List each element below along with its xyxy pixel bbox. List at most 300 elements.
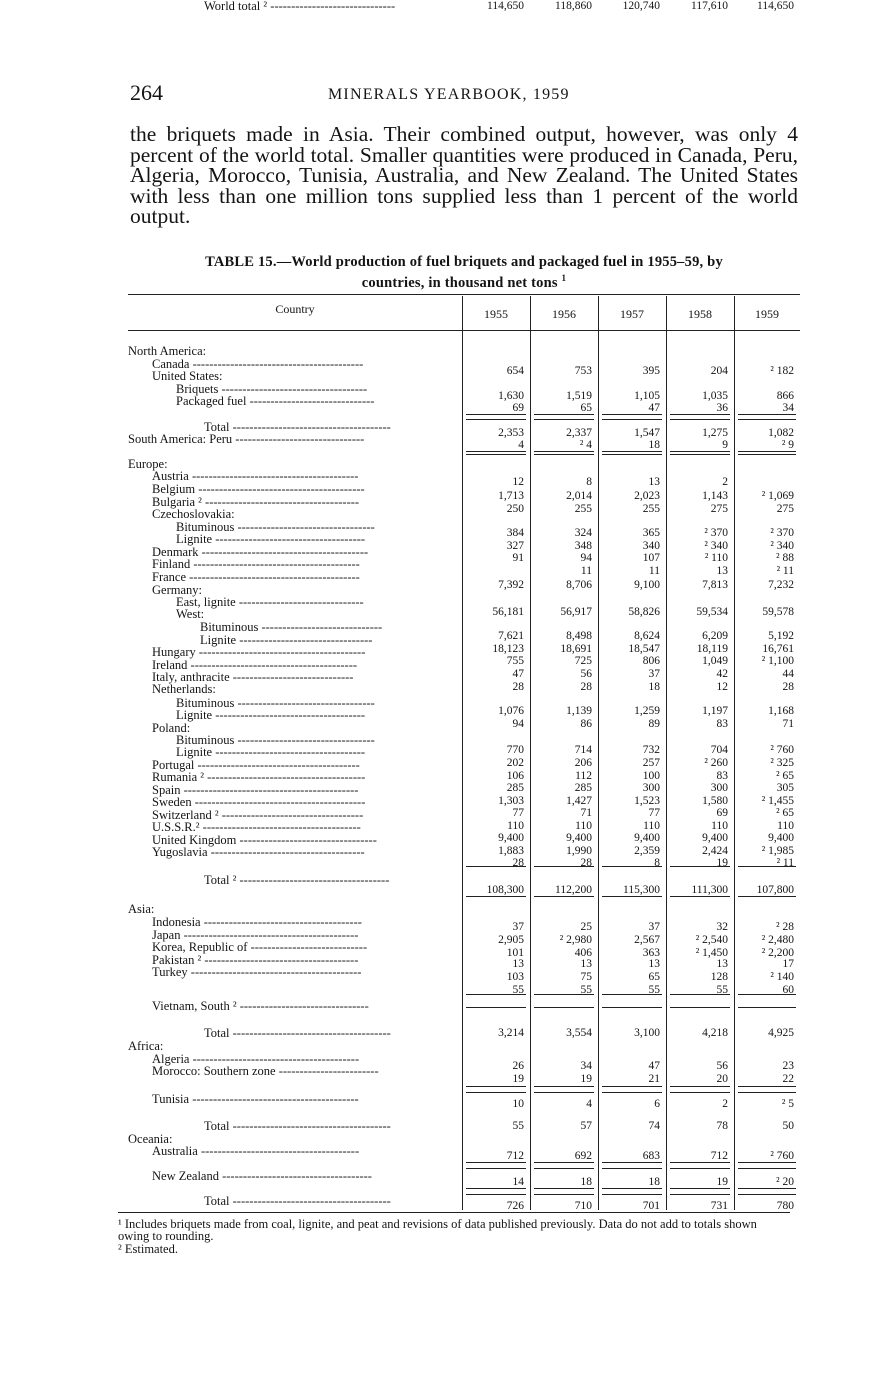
table-cell-value: 2 bbox=[722, 1098, 728, 1110]
table-cell-value: 59,534 bbox=[696, 606, 728, 618]
intro-paragraph: the briquets made in Asia. Their combined output, however, was only 4 percent of the world total. Smaller quantities were produced in Canada, Peru, Algeria, Morocco, Tunisia, Australia, and New Zealand. The United States with less than one million tons supplied less than 1 percent of the world output. bbox=[130, 122, 798, 228]
total-rule bbox=[670, 1162, 730, 1163]
dot-leader: --------------------------------- bbox=[234, 520, 375, 534]
row-label-text: France bbox=[152, 570, 187, 584]
table-cell-value: 107,800 bbox=[756, 884, 794, 896]
table-cell-value: ² 11 bbox=[776, 857, 794, 869]
total-rule bbox=[738, 1188, 796, 1189]
total-rule bbox=[466, 1188, 526, 1189]
page-number: 264 bbox=[130, 80, 163, 105]
total-rule bbox=[534, 419, 594, 420]
total-rule bbox=[738, 414, 796, 415]
row-label bbox=[176, 709, 365, 721]
row-label bbox=[128, 1040, 163, 1052]
table-cell-value: ² 65 bbox=[776, 807, 794, 819]
table-cell-value: 1,168 bbox=[768, 705, 794, 717]
table-cell-value: 83 bbox=[716, 770, 728, 782]
row-label-text: Portugal bbox=[152, 758, 195, 772]
table-cell-value: 683 bbox=[642, 1150, 660, 1162]
table-cell-value: 5,192 bbox=[768, 630, 794, 642]
table-cell-value: 3,554 bbox=[566, 1027, 592, 1039]
table-cell-value: 255 bbox=[574, 503, 592, 515]
total-rule bbox=[670, 1086, 730, 1087]
dot-leader: ------------------------------ bbox=[267, 0, 396, 13]
total-rule bbox=[602, 1092, 662, 1093]
table-cell-value: 34 bbox=[580, 1060, 592, 1072]
table-cell-value: 13 bbox=[512, 958, 524, 970]
table-cell-value: 250 bbox=[506, 503, 524, 515]
total-rule bbox=[738, 1086, 796, 1087]
row-label bbox=[152, 966, 361, 978]
dot-leader: --------------------------------- bbox=[236, 833, 377, 847]
table-cell-value: 18,123 bbox=[492, 643, 524, 655]
table-cell-value: ² 2,480 bbox=[761, 934, 794, 946]
table-cell-value: 18,547 bbox=[628, 643, 660, 655]
table-cell-value: 710 bbox=[574, 1200, 592, 1212]
table-cell-value: 69 bbox=[512, 402, 524, 414]
row-label bbox=[152, 771, 365, 783]
table-cell-value: 1,259 bbox=[634, 705, 660, 717]
total-rule bbox=[466, 1194, 526, 1195]
row-label-text: Lignite bbox=[176, 745, 213, 759]
table-cell-value: 348 bbox=[574, 540, 592, 552]
table-cell-value: 83 bbox=[716, 718, 728, 730]
dot-leader: -------------------------------------- bbox=[200, 915, 362, 929]
dot-leader: ------------------------------------------ bbox=[180, 928, 359, 942]
caption-line-1: TABLE 15.—World production of fuel briquets and packaged fuel in 1955–59, by bbox=[205, 254, 723, 270]
column-header-year: 1959 bbox=[755, 307, 779, 321]
total-rule bbox=[670, 896, 730, 897]
table-cell-value: ² 110 bbox=[704, 552, 728, 564]
table-cell-value: 755 bbox=[506, 655, 524, 667]
table-cell-value: 89 bbox=[648, 718, 660, 730]
table-cell-value: 1,630 bbox=[498, 390, 524, 402]
table-cell-value: ² 11 bbox=[776, 565, 794, 577]
row-label-text: Japan bbox=[152, 928, 181, 942]
table-cell-value: 1,883 bbox=[498, 845, 524, 857]
total-rule bbox=[602, 414, 662, 415]
table-cell-value: 7,232 bbox=[768, 579, 794, 591]
table-cell-value: 103 bbox=[506, 971, 524, 983]
table-cell-value: 114,650 bbox=[757, 0, 794, 12]
table-cell-value: ² 28 bbox=[776, 921, 794, 933]
table-cell-value: 128 bbox=[710, 971, 728, 983]
table-cell-value: 6 bbox=[654, 1098, 660, 1110]
table-cell-value: 11 bbox=[648, 565, 660, 577]
table-cell-value: 18 bbox=[648, 1176, 660, 1188]
row-label-text: Oceania: bbox=[128, 1132, 173, 1146]
total-rule bbox=[534, 1092, 594, 1093]
row-label-text: Europe: bbox=[128, 457, 168, 471]
total-rule bbox=[602, 1162, 662, 1163]
footnote-2: ² Estimated. bbox=[118, 1242, 178, 1256]
table-cell-value: 32 bbox=[716, 921, 728, 933]
table-cell-value: 55 bbox=[580, 984, 592, 996]
total-rule bbox=[466, 1007, 526, 1008]
table-cell-value: 2 bbox=[722, 476, 728, 488]
dot-leader: --------------------------------- bbox=[234, 733, 375, 747]
table-cell-value: 18 bbox=[648, 681, 660, 693]
table-cell-value: 257 bbox=[642, 757, 660, 769]
total-rule bbox=[534, 1188, 594, 1189]
table-cell-value: 2,353 bbox=[498, 427, 524, 439]
table-cell-value: 110 bbox=[643, 820, 660, 832]
table-cell-value: 12 bbox=[716, 681, 728, 693]
table-cell-value: 1,143 bbox=[702, 490, 728, 502]
table-cell-value: 770 bbox=[506, 744, 524, 756]
table-caption bbox=[130, 254, 798, 291]
table-cell-value: 712 bbox=[710, 1150, 728, 1162]
table-cell-value: 8,706 bbox=[566, 579, 592, 591]
table-cell-value: 106 bbox=[506, 770, 524, 782]
total-rule bbox=[602, 1194, 662, 1195]
table-cell-value: ² 2,980 bbox=[559, 934, 592, 946]
table-cell-value: 1,035 bbox=[702, 390, 728, 402]
table-cell-value: 23 bbox=[782, 1060, 794, 1072]
row-label-text: Belgium bbox=[152, 482, 196, 496]
row-label bbox=[152, 558, 360, 570]
column-header-country: Country bbox=[275, 302, 315, 316]
table-cell-value: 77 bbox=[512, 807, 524, 819]
row-label-text: Vietnam, South ² bbox=[152, 999, 237, 1013]
table-cell-value: 7,813 bbox=[702, 579, 728, 591]
total-rule bbox=[534, 1007, 594, 1008]
table-cell-value: 300 bbox=[642, 782, 660, 794]
total-rule bbox=[466, 1086, 526, 1087]
row-label-text: Indonesia bbox=[152, 915, 201, 929]
table-cell-value: 60 bbox=[782, 984, 794, 996]
running-title: MINERALS YEARBOOK, 1959 bbox=[328, 86, 570, 103]
dot-leader: -------------------------------------- bbox=[229, 420, 391, 434]
row-label-text: Czechoslovakia: bbox=[152, 507, 235, 521]
row-label bbox=[152, 571, 360, 583]
table-cell-value: 13 bbox=[580, 958, 592, 970]
total-rule bbox=[602, 454, 662, 455]
row-label bbox=[204, 1195, 391, 1207]
dot-leader: ----------------------------- bbox=[229, 670, 354, 684]
table-cell-value: 7,392 bbox=[498, 579, 524, 591]
table-cell-value: 726 bbox=[506, 1200, 524, 1212]
table-cell-value: 13 bbox=[648, 958, 660, 970]
dot-leader: ------------------------------- bbox=[232, 432, 365, 446]
footnote-1: ¹ Includes briquets made from coal, lignite, and peat and revisions of data published previously. Data do not add to totals shown owing to rounding. bbox=[118, 1217, 757, 1243]
row-label bbox=[152, 846, 365, 858]
table-cell-value: 55 bbox=[512, 984, 524, 996]
table-cell-value: 28 bbox=[782, 681, 794, 693]
row-label-text: Lignite bbox=[176, 532, 213, 546]
table-cell-value: 107 bbox=[642, 552, 660, 564]
table-cell-value: 56 bbox=[580, 668, 592, 680]
dot-leader: ------------------------------------- bbox=[201, 953, 359, 967]
table-cell-value: 2,014 bbox=[566, 490, 592, 502]
table-cell-value: 866 bbox=[776, 390, 794, 402]
caption-line-2: countries, in thousand net tons bbox=[361, 274, 558, 291]
table-cell-value: 255 bbox=[642, 503, 660, 515]
table-cell-value: 13 bbox=[716, 958, 728, 970]
table-cell-value: 42 bbox=[716, 668, 728, 680]
row-label bbox=[152, 508, 235, 520]
dot-leader: -------------------------------------- bbox=[229, 1026, 391, 1040]
table-cell-value: 1,076 bbox=[498, 705, 524, 717]
table-cell-value: 327 bbox=[506, 540, 524, 552]
dot-leader: ----------------------------------------- bbox=[186, 570, 360, 584]
row-label-text: Pakistan ² bbox=[152, 953, 202, 967]
row-label-text: Netherlands: bbox=[152, 682, 216, 696]
table-cell-value: 1,049 bbox=[702, 655, 728, 667]
total-rule bbox=[602, 1188, 662, 1189]
row-label bbox=[176, 746, 365, 758]
total-rule bbox=[738, 454, 796, 455]
row-label-text: Italy, anthracite bbox=[152, 670, 230, 684]
row-label-text: South America: Peru bbox=[128, 432, 233, 446]
table-cell-value: 9,400 bbox=[566, 832, 592, 844]
total-rule bbox=[466, 451, 526, 452]
table-cell-value: ² 182 bbox=[770, 365, 794, 377]
table-cell-value: 1,139 bbox=[566, 705, 592, 717]
dot-leader: ------------------------------------ bbox=[212, 532, 366, 546]
table-cell-value: 55 bbox=[648, 984, 660, 996]
row-label bbox=[152, 1093, 359, 1105]
table-cell-value: ² 340 bbox=[770, 540, 794, 552]
row-label-text: Poland: bbox=[152, 721, 191, 735]
dot-leader: --------------------------------------- bbox=[194, 758, 360, 772]
table-cell-value: 701 bbox=[642, 1200, 660, 1212]
row-label bbox=[152, 821, 361, 833]
table-cell-value: 1,547 bbox=[634, 427, 660, 439]
table-cell-value: 55 bbox=[716, 984, 728, 996]
total-rule bbox=[534, 451, 594, 452]
dot-leader: ----------------------------- bbox=[258, 620, 383, 634]
dot-leader: --------------------------------- bbox=[234, 696, 375, 710]
column-header-year: 1957 bbox=[620, 307, 644, 321]
row-label-text: Packaged fuel bbox=[176, 394, 247, 408]
dot-leader: ---------------------------- bbox=[247, 940, 368, 954]
total-rule bbox=[466, 1092, 526, 1093]
row-label bbox=[152, 646, 365, 658]
row-label-text: North America: bbox=[128, 344, 207, 358]
row-label-text: New Zealand bbox=[152, 1169, 219, 1183]
table-cell-value: 2,337 bbox=[566, 427, 592, 439]
dot-leader: ----------------------------------------- bbox=[189, 357, 364, 371]
table-cell-value: 806 bbox=[642, 655, 660, 667]
table-cell-value: 57 bbox=[580, 1120, 592, 1132]
row-label bbox=[204, 874, 389, 886]
table-cell-value: 94 bbox=[580, 552, 592, 564]
row-label-text: Bituminous bbox=[176, 733, 235, 747]
row-label-text: Algeria bbox=[152, 1052, 190, 1066]
row-label bbox=[152, 941, 367, 953]
table-cell-value: 110 bbox=[711, 820, 728, 832]
table-cell-value: 8 bbox=[586, 476, 592, 488]
table-cell-value: 19 bbox=[716, 857, 728, 869]
table-cell-value: 19 bbox=[580, 1073, 592, 1085]
table-cell-value: 1,082 bbox=[768, 427, 794, 439]
row-label bbox=[152, 1170, 372, 1182]
row-label bbox=[200, 621, 382, 633]
row-label-text: Turkey bbox=[152, 965, 188, 979]
dot-leader: -------------------------------------- bbox=[229, 1194, 391, 1208]
table-cell-value: 13 bbox=[716, 565, 728, 577]
total-rule bbox=[466, 1162, 526, 1163]
total-rule bbox=[466, 1168, 526, 1169]
table-cell-value: 780 bbox=[776, 1200, 794, 1212]
column-divider bbox=[598, 296, 599, 1210]
row-label-text: Switzerland ² bbox=[152, 808, 219, 822]
row-label-text: Total bbox=[204, 1194, 230, 1208]
table-cell-value: 69 bbox=[716, 807, 728, 819]
row-label bbox=[152, 370, 222, 382]
table-cell-value: 1,427 bbox=[566, 795, 592, 807]
table-cell-value: 28 bbox=[580, 857, 592, 869]
row-label-text: Bituminous bbox=[200, 620, 259, 634]
total-rule bbox=[534, 1162, 594, 1163]
dot-leader: ---------------------------------------- bbox=[189, 1052, 360, 1066]
table-top-rule bbox=[128, 294, 800, 295]
dot-leader: ------------------------------------ bbox=[212, 708, 366, 722]
table-cell-value: 110 bbox=[507, 820, 524, 832]
dot-leader: ------------------------------------ bbox=[218, 1169, 372, 1183]
dot-leader: ------------------------------ bbox=[246, 394, 375, 408]
row-label-text: Total bbox=[204, 1119, 230, 1133]
table-cell-value: 8,498 bbox=[566, 630, 592, 642]
table-cell-value: 731 bbox=[710, 1200, 728, 1212]
total-rule bbox=[466, 414, 526, 415]
table-cell-value: 71 bbox=[782, 718, 794, 730]
table-cell-value: 100 bbox=[642, 770, 660, 782]
row-label-text: Yugoslavia bbox=[152, 845, 208, 859]
table-cell-value: 2,905 bbox=[498, 934, 524, 946]
table-cell-value: 732 bbox=[642, 744, 660, 756]
table-cell-value: 1,523 bbox=[634, 795, 660, 807]
row-label-text: Finland bbox=[152, 557, 191, 571]
table-cell-value: 9 bbox=[722, 439, 728, 451]
table-cell-value: 19 bbox=[716, 1176, 728, 1188]
table-cell-value: 120,740 bbox=[622, 0, 660, 12]
table-cell-value: ² 2,200 bbox=[761, 947, 794, 959]
total-rule bbox=[534, 896, 594, 897]
total-rule bbox=[738, 419, 796, 420]
table-cell-value: 202 bbox=[506, 757, 524, 769]
table-cell-value: 753 bbox=[574, 365, 592, 377]
table-cell-value: ² 65 bbox=[776, 770, 794, 782]
table-cell-value: 75 bbox=[580, 971, 592, 983]
column-divider bbox=[530, 296, 531, 1210]
dot-leader: ---------------------------------------- bbox=[195, 645, 366, 659]
row-label bbox=[152, 1065, 379, 1077]
table-cell-value: ² 260 bbox=[704, 757, 728, 769]
table-cell-value: 1,105 bbox=[634, 390, 660, 402]
dot-leader: ----------------------------------- bbox=[218, 382, 368, 396]
table-cell-value: ² 340 bbox=[704, 540, 728, 552]
dot-leader: -------------------------------------- bbox=[229, 1119, 391, 1133]
table-cell-value: 305 bbox=[776, 782, 794, 794]
table-cell-value: 112 bbox=[575, 770, 592, 782]
dot-leader: ------------------------------------------ bbox=[180, 783, 359, 797]
total-rule bbox=[738, 1168, 796, 1169]
table-cell-value: 56,917 bbox=[560, 606, 592, 618]
table-cell-value: 56 bbox=[716, 1060, 728, 1072]
total-rule bbox=[670, 419, 730, 420]
table-cell-value: 28 bbox=[512, 857, 524, 869]
table-cell-value: 10 bbox=[512, 1098, 524, 1110]
table-cell-value: ² 1,069 bbox=[761, 490, 794, 502]
table-cell-value: 340 bbox=[642, 540, 660, 552]
table-cell-value: 8 bbox=[654, 857, 660, 869]
table-cell-value: 1,519 bbox=[566, 390, 592, 402]
total-rule bbox=[670, 1194, 730, 1195]
row-label-text: Morocco: Southern zone bbox=[152, 1064, 276, 1078]
row-label-text: Spain bbox=[152, 783, 181, 797]
table-cell-value: 3,214 bbox=[498, 1027, 524, 1039]
table-cell-value: ² 1,100 bbox=[761, 655, 794, 667]
row-label-text: Lignite bbox=[176, 708, 213, 722]
table-cell-value: 26 bbox=[512, 1060, 524, 1072]
table-cell-value: 1,580 bbox=[702, 795, 728, 807]
row-label-text: World total ² bbox=[204, 0, 268, 13]
dot-leader: -------------------------------------- bbox=[204, 770, 366, 784]
table-cell-value: 18 bbox=[580, 1176, 592, 1188]
table-cell-value: ² 20 bbox=[776, 1176, 794, 1188]
table-cell-value: 55 bbox=[512, 1120, 524, 1132]
total-rule bbox=[670, 414, 730, 415]
table-cell-value: 2,359 bbox=[634, 845, 660, 857]
dot-leader: ----------------------------------------- bbox=[191, 795, 366, 809]
dot-leader: -------------------------------------- bbox=[197, 1144, 360, 1158]
column-header-year: 1955 bbox=[484, 307, 508, 321]
table-cell-value: 117,610 bbox=[691, 0, 728, 12]
table-cell-value: 9,400 bbox=[768, 832, 794, 844]
total-rule bbox=[670, 1188, 730, 1189]
dot-leader: ----------------------------------------- bbox=[187, 965, 362, 979]
table-cell-value: 9,400 bbox=[498, 832, 524, 844]
column-header-year: 1956 bbox=[552, 307, 576, 321]
table-cell-value: ² 325 bbox=[770, 757, 794, 769]
row-label-text: East, lignite bbox=[176, 595, 236, 609]
table-cell-value: 115,300 bbox=[623, 884, 660, 896]
table-cell-value: 59,578 bbox=[762, 606, 794, 618]
row-label-text: Australia bbox=[152, 1144, 198, 1158]
table-cell-value: ² 4 bbox=[579, 439, 592, 451]
column-divider bbox=[666, 296, 667, 1210]
row-label-text: Denmark bbox=[152, 545, 199, 559]
table-cell-value: 1,303 bbox=[498, 795, 524, 807]
total-rule bbox=[670, 1092, 730, 1093]
table-cell-value: 4 bbox=[586, 1098, 592, 1110]
table-cell-value: ² 1,450 bbox=[695, 947, 728, 959]
total-rule bbox=[534, 1168, 594, 1169]
dot-leader: ---------------------------------------- bbox=[195, 482, 365, 496]
table-cell-value: 94 bbox=[512, 718, 524, 730]
row-label bbox=[176, 533, 365, 545]
table-cell-value: 86 bbox=[580, 718, 592, 730]
table-cell-value: 65 bbox=[580, 402, 592, 414]
table-cell-value: 7,621 bbox=[498, 630, 524, 642]
table-cell-value: ² 1,985 bbox=[761, 845, 794, 857]
total-rule bbox=[670, 451, 730, 452]
table-cell-value: 714 bbox=[574, 744, 592, 756]
column-header-year: 1958 bbox=[688, 307, 712, 321]
row-label bbox=[152, 916, 362, 928]
total-rule bbox=[738, 451, 796, 452]
dot-leader: ---------------------------------------- bbox=[198, 545, 369, 559]
page-header bbox=[130, 80, 790, 110]
row-label bbox=[204, 1120, 391, 1132]
table-cell-value: 37 bbox=[648, 921, 660, 933]
row-label-text: Africa: bbox=[128, 1039, 164, 1053]
table-cell-value: 712 bbox=[506, 1150, 524, 1162]
table-cell-value: 111,300 bbox=[691, 884, 728, 896]
total-rule bbox=[602, 451, 662, 452]
